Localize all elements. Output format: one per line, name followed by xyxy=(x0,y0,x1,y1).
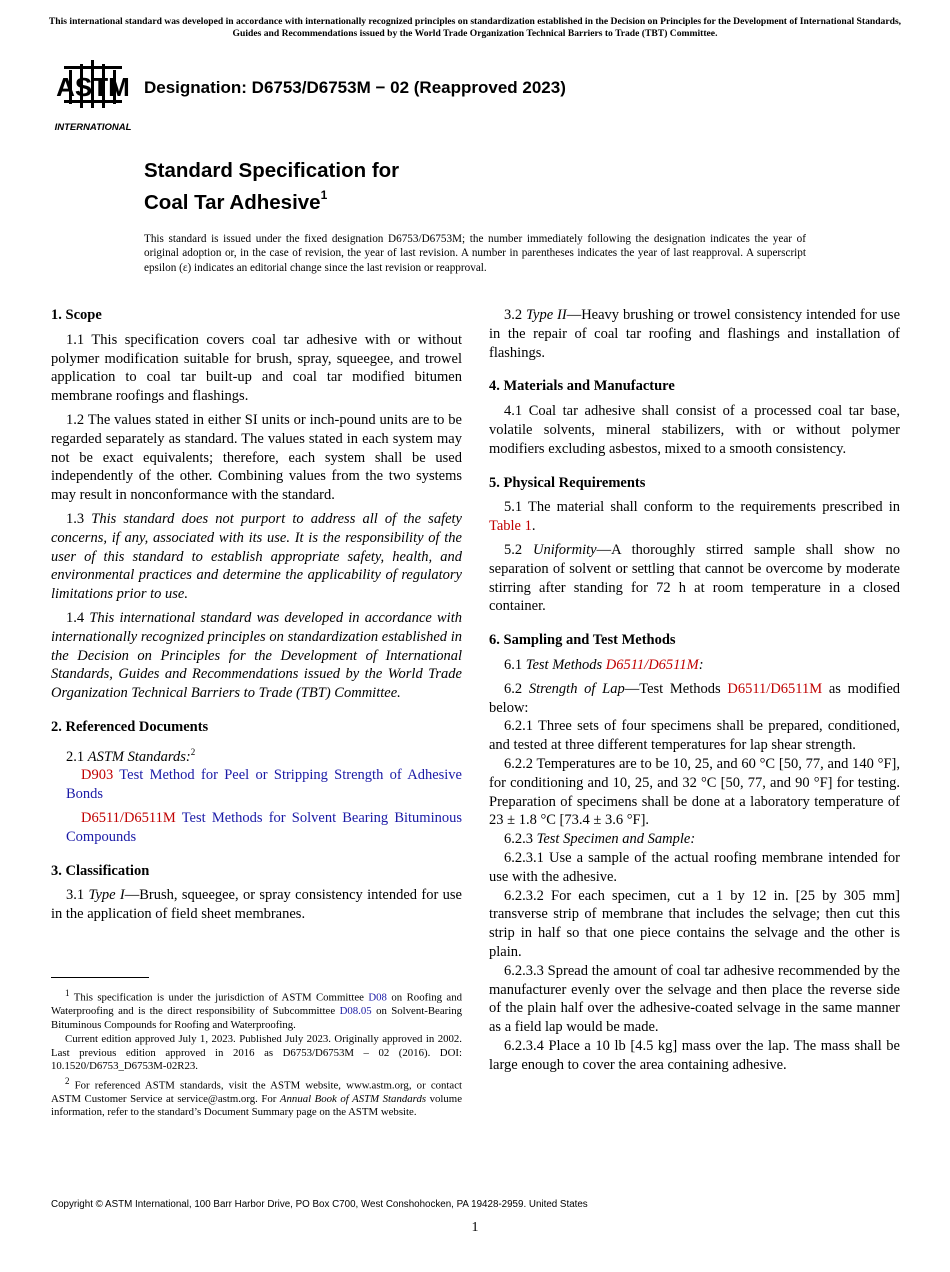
footnote-text: For referenced ASTM standards, visit the ASTM website, www.astm.org, or contact ASTM Customer Service at service@astm.org. For xyxy=(51,1079,462,1105)
paragraph-6-2-3 xyxy=(489,830,900,849)
paragraph-label: Strength of Lap xyxy=(528,680,625,697)
footnotes xyxy=(51,987,462,1121)
paragraph-6-2-3-2: 6.2.3.2 For each specimen, cut a 1 by 12 in. [25 by 305 mm] transverse strip of membrane that includes the selvage; then cut this strip in half so that one piece contains the selvage and the other is plain. xyxy=(489,887,900,960)
d6511-link[interactable]: D6511/D6511M xyxy=(727,680,823,697)
paragraph-6-1: 6.1 Test Methods D6511/D6511M: xyxy=(504,656,704,673)
type-label: Type II xyxy=(526,307,567,323)
footnote-ref: 2 xyxy=(190,746,196,757)
paragraph-number: 3.2 xyxy=(504,307,523,323)
paragraph-6-2-2: 6.2.2 Temperatures are to be 10, 25, and 60 °C [50, 77, and 140 °F], for conditioning and 10, 25, and 32 °C [50, 77, and 90 °F] for testing. Preparation of specimens shall be done at a laboratory temperature of 23 ± 1.8 °C [73.4 ± 3.6 °F]. xyxy=(489,755,900,829)
paragraph-text: —Heavy brushing or trowel consistency intended for use in the repair of coal tar roofing and flashings and installation of flashings. xyxy=(489,307,901,361)
paragraph-text: 5.1 The material shall conform to the requirements prescribed in xyxy=(504,499,900,516)
section-materials xyxy=(489,377,900,458)
paragraph-number: 5.2 xyxy=(504,541,523,558)
copyright-notice: Copyright © ASTM International, 100 Barr Harbor Drive, PO Box C700, West Conshohocken, PA 19428-2959. United States xyxy=(51,1199,588,1210)
paragraph-text: —Test Methods xyxy=(624,680,721,697)
paragraph-number: 6.2.3 xyxy=(504,831,533,848)
paragraph-label: Test Methods xyxy=(525,656,603,673)
reference-d6511[interactable] xyxy=(51,809,462,847)
footnote-1-edition: Current edition approved July 1, 2023. Published July 2023. Originally approved in 2002. Last previous edition approved in 2016 as D6753/D6753M – 02 (2016). DOI: 10.1520/D6753_D6753M-02R23. xyxy=(51,1033,462,1073)
title-footnote-ref: 1 xyxy=(320,188,328,202)
left-column xyxy=(51,306,462,939)
type-label: Type I xyxy=(88,887,125,904)
paragraph-2-1 xyxy=(51,743,462,767)
paragraph-6-2 xyxy=(489,680,900,718)
paragraph-text: This standard does not purport to address all of the safety concerns, if any, associated with its use. It is the responsibility of the user of this standard to establish appropriate safety, health, and environmental practices and determine the applicability of regulatory limitations prior to use. xyxy=(51,510,462,603)
footnote-text: This specification is under the jurisdiction of ASTM Committee xyxy=(73,991,364,1004)
paragraph-1-1: 1.1 This specification covers coal tar adhesive with or without polymer modification suitable for brush, spray, squeegee, and trowel application to coal tar built-up and coal tar modified bitumen membrane roofings and flashings. xyxy=(51,331,462,405)
footnote-1 xyxy=(51,987,462,1032)
paragraph-label: Uniformity xyxy=(532,541,597,558)
paragraph-1-4 xyxy=(51,609,462,703)
paragraph-6-2-1: 6.2.1 Three sets of four specimens shall be prepared, conditioned, and tested at three different temperatures for lap shear strength. xyxy=(489,718,900,754)
right-column xyxy=(489,306,900,1074)
section-heading: 5. Physical Requirements xyxy=(489,474,646,491)
paragraph-3-2 xyxy=(489,306,900,362)
paragraph-text: as modified below: xyxy=(489,680,901,716)
footnote-2 xyxy=(51,1075,462,1120)
footnote-text: on Solvent-Bearing Bituminous Compounds for Roofing and Waterproofing. xyxy=(51,1005,463,1031)
section-scope xyxy=(51,306,462,703)
paragraph-3-1 xyxy=(51,886,462,924)
svg-text:ASTM: ASTM xyxy=(56,72,130,102)
paragraph-number: 6.2 xyxy=(504,680,523,697)
paragraph-5-2 xyxy=(489,541,900,616)
footnote-number: 2 xyxy=(65,1075,70,1086)
footnote-divider xyxy=(51,977,149,978)
paragraph-number: 1.4 xyxy=(66,609,85,626)
paragraph-5-1: 5.1 The material shall conform to the requirements prescribed in Table 1. xyxy=(489,499,900,535)
table-1-link[interactable]: Table 1 xyxy=(489,518,532,535)
document-title xyxy=(144,158,399,216)
top-notice: This international standard was developed in accordance with internationally recognized principles on standardization established in the Decision on Principles for the Development of International Standards, Guides and Recommendations issued by the World Trade Organization Technical Barriers to Trade (TBT) Committee. xyxy=(48,16,902,39)
paragraph-number: 1.3 xyxy=(66,510,85,527)
title-line-2: Coal Tar Adhesive xyxy=(144,190,321,214)
footnote-text: Annual Book of ASTM Standards xyxy=(279,1092,427,1105)
paragraph-4-1: 4.1 Coal tar adhesive shall consist of a processed coal tar base, volatile solvents, mineral stabilizers, with or without polymer modifiers excluding asbestos, mixed to a smooth consistency. xyxy=(489,403,900,457)
d6511-link[interactable]: D6511/D6511M xyxy=(605,656,699,673)
reference-code-link[interactable]: D903 xyxy=(81,767,114,784)
committee-d08-link[interactable]: D08 xyxy=(368,991,387,1004)
footnote-number: 1 xyxy=(65,988,70,998)
paragraph-1-2: 1.2 The values stated in either SI units or inch-pound units are to be regarded separately as standard. The values stated in each system may not be exact equivalents; therefore, each system shall be used independently of the other. Combining values from the two systems may result in nonconformance with the standard. xyxy=(51,411,462,504)
paragraph-text: This international standard was developed in accordance with internationally recognized principles on standardization established in the Decision on Principles for the Development of International Standards, Guides and Recommendations issued by the World Trade Organization Technical Barriers to Trade (TBT) Committee. xyxy=(51,609,462,702)
section-classification-continued xyxy=(489,306,900,362)
footnote-text: on Roofing and Waterproofing and is the direct responsibility of Subcommittee xyxy=(51,991,462,1018)
reference-title-link[interactable]: Test Methods for Solvent Bearing Bituminous Compounds xyxy=(66,809,462,845)
paragraph-text: —A thoroughly stirred sample shall show no separation of solvent or settling that cannot be overcome by moderate stirring after standing for 72 h at room temperature in a closed container. xyxy=(489,541,901,615)
section-physical-requirements xyxy=(489,474,900,617)
section-heading: 3. Classification xyxy=(51,862,150,879)
paragraph-label: ASTM Standards: xyxy=(87,748,191,765)
paragraph-number: 3.1 xyxy=(66,887,85,904)
section-classification xyxy=(51,862,462,924)
section-heading: 2. Referenced Documents xyxy=(51,718,209,735)
svg-text:INTERNATIONAL: INTERNATIONAL xyxy=(54,122,132,133)
paragraph-6-2-3-3: 6.2.3.3 Spread the amount of coal tar adhesive recommended by the manufacturer evenly over the selvage and then place the reverse side of the plain half over the adhesive-coated selvage in the same manner as a field lap would be made. xyxy=(489,962,900,1036)
intro-paragraph: This standard is issued under the fixed designation D6753/D6753M; the number immediately following the designation indicates the year of original adoption or, in the case of revision, the year of last revision. A number in parentheses indicates the year of last reapproval. A superscript epsilon (ε) indicates an editorial change since the last revision or reapproval. xyxy=(144,233,806,274)
section-referenced-documents xyxy=(51,718,462,847)
section-sampling xyxy=(489,631,900,1074)
reference-title-link[interactable]: Test Method for Peel or Stripping Strength of Adhesive Bonds xyxy=(66,767,462,803)
paragraph-1-3 xyxy=(51,510,462,604)
paragraph-6-2-3-1: 6.2.3.1 Use a sample of the actual roofing membrane intended for use with the adhesive. xyxy=(489,849,900,885)
section-heading: 4. Materials and Manufacture xyxy=(489,378,675,395)
subcommittee-d08-05-link[interactable]: D08.05 xyxy=(339,1005,372,1018)
title-line-1: Standard Specification for xyxy=(144,159,400,182)
paragraph-number: 6.1 xyxy=(504,656,523,673)
astm-logo xyxy=(52,56,134,134)
page-number: 1 xyxy=(471,1220,479,1235)
footnote-text: volume information, refer to the standard’s Document Summary page on the ASTM website. xyxy=(51,1092,462,1119)
designation: Designation: D6753/D6753M − 02 (Reapproved 2023) xyxy=(144,78,566,97)
section-heading: 6. Sampling and Test Methods xyxy=(489,632,676,649)
section-heading: 1. Scope xyxy=(51,307,102,323)
paragraph-text: —Brush, squeegee, or spray consistency intended for use in the application of field sheet membranes. xyxy=(51,887,462,923)
reference-code-link[interactable]: D6511/D6511M xyxy=(81,809,176,826)
reference-d903[interactable] xyxy=(51,766,462,804)
paragraph-number: 2.1 xyxy=(66,748,85,765)
paragraph-6-2-3-4: 6.2.3.4 Place a 10 lb [4.5 kg] mass over the lap. The mass shall be large enough to cover the area containing adhesive. xyxy=(489,1037,900,1073)
paragraph-label: Test Specimen and Sample: xyxy=(536,831,696,848)
